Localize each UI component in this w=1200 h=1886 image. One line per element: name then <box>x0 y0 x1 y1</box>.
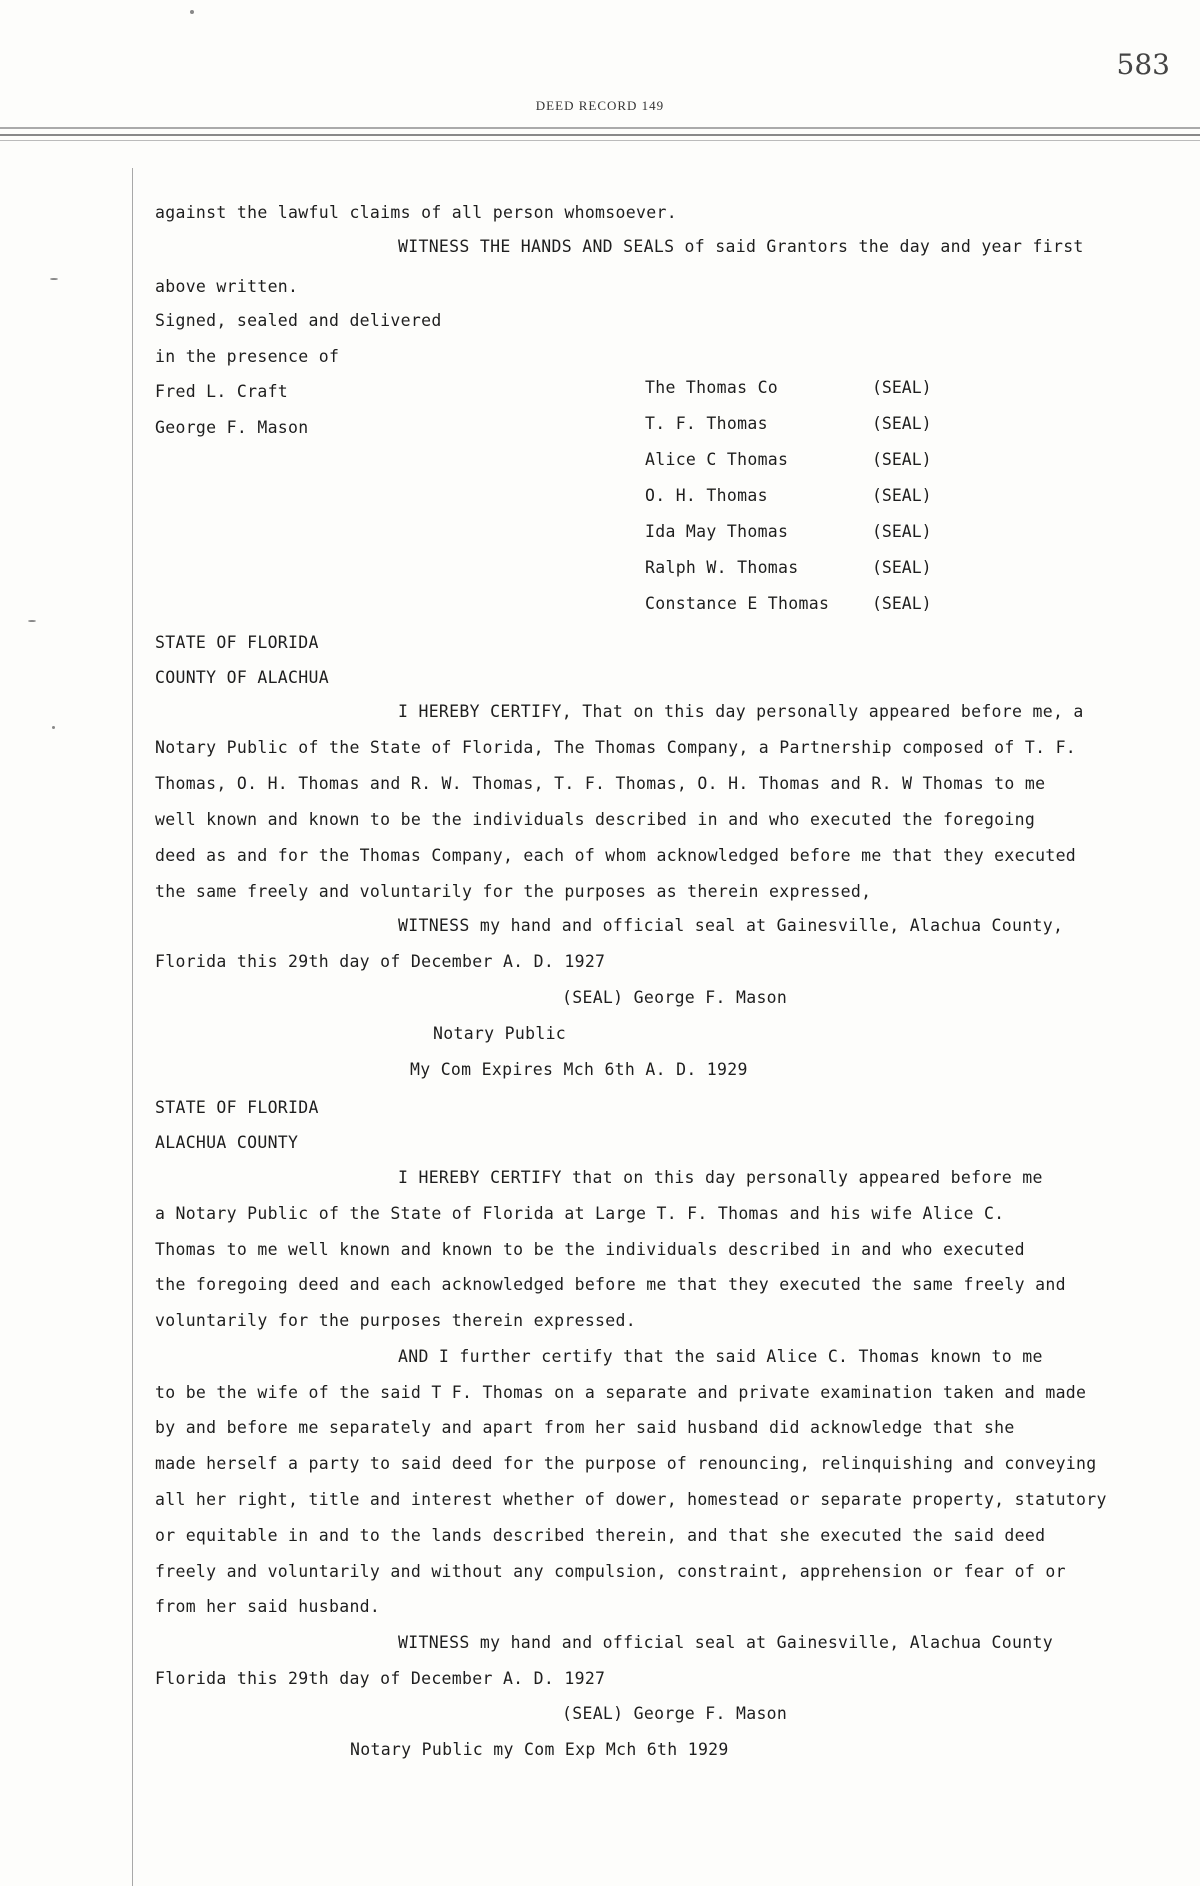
witness-name: George F. Mason <box>155 418 309 437</box>
venue-county: COUNTY OF ALACHUA <box>155 668 329 687</box>
header-rule <box>0 140 1200 141</box>
body-line: in the presence of <box>155 347 340 366</box>
ack-line: by and before me separately and apart from her said husband did acknowledge that she <box>155 1418 1015 1437</box>
body-line: against the lawful claims of all person whomsoever. <box>155 203 677 222</box>
ack-line: Notary Public of the State of Florida, The Thomas Company, a Partnership composed of T. F. <box>155 738 1077 757</box>
ack-line: from her said husband. <box>155 1597 381 1616</box>
ack-line: to be the wife of the said T F. Thomas on a separate and private examination taken and made <box>155 1383 1087 1402</box>
ack-line: Florida this 29th day of December A. D. 1927 <box>155 952 606 971</box>
ack-line: AND I further certify that the said Alice C. Thomas known to me <box>398 1347 1043 1366</box>
signatory-name: T. F. Thomas <box>645 414 768 433</box>
ack-line: all her right, title and interest whether of dower, homestead or separate property, statutory <box>155 1490 1107 1509</box>
ack-line: WITNESS my hand and official seal at Gainesville, Alachua County <box>398 1633 1053 1652</box>
ack-line: a Notary Public of the State of Florida at Large T. F. Thomas and his wife Alice C. <box>155 1204 1005 1223</box>
ack-line: WITNESS my hand and official seal at Gainesville, Alachua County, <box>398 916 1064 935</box>
ack-line: the foregoing deed and each acknowledged before me that they executed the same freely and <box>155 1275 1066 1294</box>
page-header: DEED RECORD 149 <box>535 98 665 113</box>
notary-title: Notary Public <box>433 1024 567 1043</box>
body-line: WITNESS THE HANDS AND SEALS of said Grantors the day and year first <box>398 237 1084 256</box>
notary-commission: Notary Public my Com Exp Mch 6th 1929 <box>350 1740 729 1759</box>
signatory-seal: (SEAL) <box>872 522 932 541</box>
margin-line <box>132 168 133 1886</box>
signatory-seal: (SEAL) <box>872 414 932 433</box>
ack-line: freely and voluntarily and without any compulsion, constraint, apprehension or fear of or <box>155 1562 1066 1581</box>
signatory-name: Constance E Thomas <box>645 594 830 613</box>
ack-line: Thomas, O. H. Thomas and R. W. Thomas, T. F. Thomas, O. H. Thomas and R. W Thomas to me <box>155 774 1046 793</box>
ack-line: or equitable in and to the lands described therein, and that she executed the said deed <box>155 1526 1046 1545</box>
body-line: Signed, sealed and delivered <box>155 311 442 330</box>
body-line: above written. <box>155 277 299 296</box>
notary-signature: (SEAL) George F. Mason <box>562 988 788 1007</box>
venue-state: STATE OF FLORIDA <box>155 1098 319 1117</box>
paper-speck <box>50 278 58 280</box>
ack-line: well known and known to be the individuals described in and who executed the foregoing <box>155 810 1036 829</box>
witness-name: Fred L. Craft <box>155 382 289 401</box>
signatory-seal: (SEAL) <box>872 378 932 397</box>
ack-line: deed as and for the Thomas Company, each of whom acknowledged before me that they executed <box>155 846 1077 865</box>
signatory-name: Ida May Thomas <box>645 522 789 541</box>
ack-line: I HEREBY CERTIFY that on this day personally appeared before me <box>398 1168 1043 1187</box>
signatory-name: O. H. Thomas <box>645 486 768 505</box>
paper-speck <box>52 726 55 729</box>
notary-commission: My Com Expires Mch 6th A. D. 1929 <box>410 1060 748 1079</box>
ack-line: Thomas to me well known and known to be the individuals described in and who executed <box>155 1240 1025 1259</box>
page-number: 583 <box>1116 48 1170 81</box>
signatory-seal: (SEAL) <box>872 486 932 505</box>
paper-speck <box>28 620 36 622</box>
venue-state: STATE OF FLORIDA <box>155 633 319 652</box>
ack-line: Florida this 29th day of December A. D. 1927 <box>155 1669 606 1688</box>
signatory-name: Ralph W. Thomas <box>645 558 799 577</box>
signatory-name: Alice C Thomas <box>645 450 789 469</box>
paper-speck <box>190 10 194 14</box>
ack-line: made herself a party to said deed for the purpose of renouncing, relinquishing and conveying <box>155 1454 1097 1473</box>
signatory-seal: (SEAL) <box>872 450 932 469</box>
ack-line: the same freely and voluntarily for the purposes as therein expressed, <box>155 882 872 901</box>
notary-signature: (SEAL) George F. Mason <box>562 1704 788 1723</box>
venue-county: ALACHUA COUNTY <box>155 1133 299 1152</box>
ack-line: I HEREBY CERTIFY, That on this day personally appeared before me, a <box>398 702 1084 721</box>
ack-line: voluntarily for the purposes therein expressed. <box>155 1311 636 1330</box>
signatory-seal: (SEAL) <box>872 594 932 613</box>
header-rule <box>0 134 1200 136</box>
signatory-seal: (SEAL) <box>872 558 932 577</box>
signatory-name: The Thomas Co <box>645 378 779 397</box>
header-rule <box>0 127 1200 129</box>
